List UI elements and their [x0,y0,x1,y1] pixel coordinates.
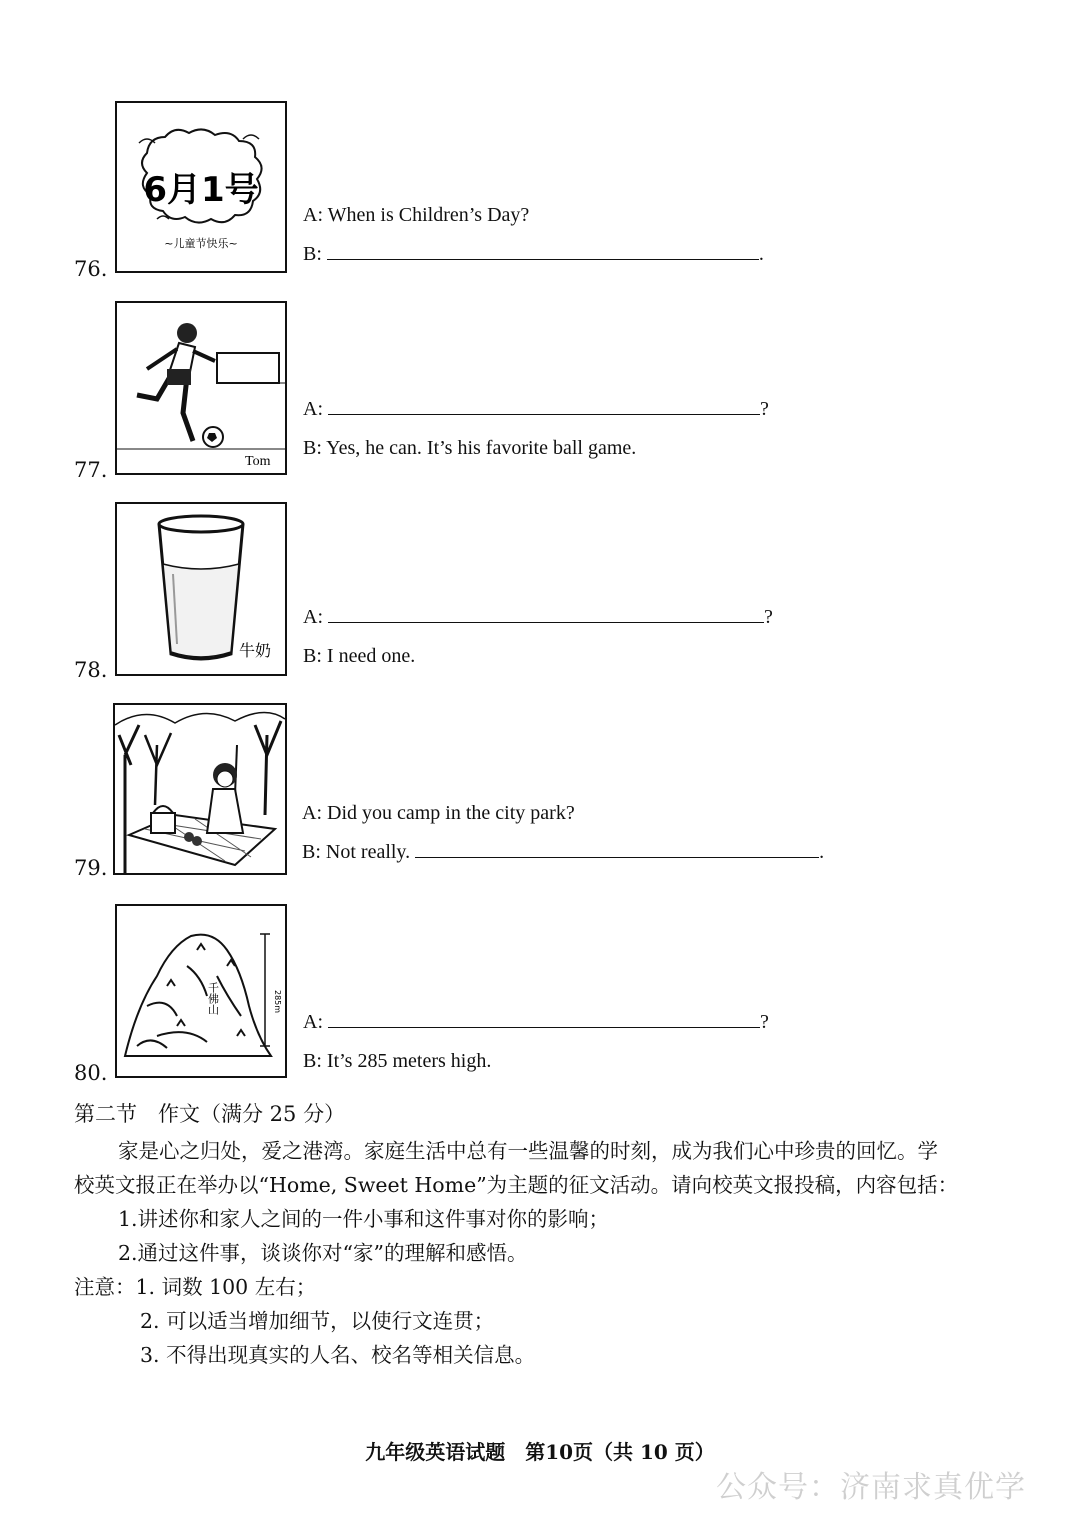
mountain-illustration [117,906,285,1076]
height-label: 285m [273,990,282,1014]
dialogue-b-line: B: Yes, he can. It’s his favorite ball game. [303,437,637,459]
requirement-item: 2.通过这件事，谈谈你对“家”的理解和感悟。 [118,1241,528,1265]
children-day-picture [115,101,287,273]
dialogue-b-line: B: It’s 285 meters high. [303,1050,492,1072]
dialogue-a-line: A: Did you camp in the city park? [302,802,575,824]
prompt-line: 家是心之归处，爱之港湾。家庭生活中总有一些温馨的时刻，成为我们心中珍贵的回忆。学 [118,1139,938,1163]
note-item: 2. 可以适当增加细节，以使行文连贯； [140,1309,495,1333]
dialogue-b-line: B: I need one. [303,645,416,667]
note-item: 注意：1. 词数 100 左右； [74,1275,317,1299]
dialogue-b-line: B: . [303,243,764,265]
dialogue-a-line: A: ? [303,606,773,628]
answer-blank[interactable] [415,856,819,858]
dialogue-a-line: A: ? [303,398,769,420]
name-label: Tom [245,454,271,469]
dialogue-b-text: Yes, he can. It’s his favorite ball game. [326,437,637,459]
caption-text: ~儿童节快乐~ [164,237,238,250]
dialogue-a-line: A: ? [303,1011,769,1033]
requirement-item: 1.讲述你和家人之间的一件小事和这件事对你的影响； [118,1207,610,1231]
page-footer: 九年级英语试题 第10页（共 10 页） [365,1440,715,1464]
soccer-player-illustration [117,303,285,473]
dialogue-a-text: Did you camp in the city park? [327,802,575,824]
dialogue-a-text: When is Children’s Day? [327,204,530,226]
question-number: 79. [74,856,108,880]
answer-blank[interactable] [328,1026,760,1028]
milk-picture [115,502,287,676]
dialogue-b-line: B: Not really. . [302,841,825,863]
question-number: 80. [74,1061,108,1085]
prompt-line: 校英文报正在举办以“Home, Sweet Home”为主题的征文活动。请向校英文报投稿，内容包括： [74,1173,959,1197]
dialogue-a-line: A: When is Children’s Day? [303,204,530,226]
note-item: 3. 不得出现真实的人名、校名等相关信息。 [140,1343,536,1367]
dialogue-b-text: It’s 285 meters high. [326,1050,492,1072]
question-number: 77. [74,458,108,482]
soccer-picture [115,301,287,475]
dialogue-b-text: Not really. [325,841,411,863]
answer-blank[interactable] [328,413,760,415]
watermark: 公众号：济南求真优学 [716,1470,1026,1505]
answer-blank[interactable] [328,621,764,623]
picnic-park-illustration [115,705,285,873]
mountain-picture [115,904,287,1078]
answer-blank[interactable] [327,258,759,260]
mountain-name: 千佛山 [206,982,220,1015]
milk-glass-illustration [117,504,285,674]
dialogue-b-text: I need one. [326,645,416,667]
milk-label: 牛奶 [239,641,272,660]
question-number: 78. [74,658,108,682]
section-heading: 第二节 作文（满分 25 分） [74,1102,346,1126]
date-text: 6月1号 [143,170,259,210]
calendar-illustration [117,103,285,271]
question-number: 76. [74,257,108,281]
picnic-picture [113,703,287,875]
